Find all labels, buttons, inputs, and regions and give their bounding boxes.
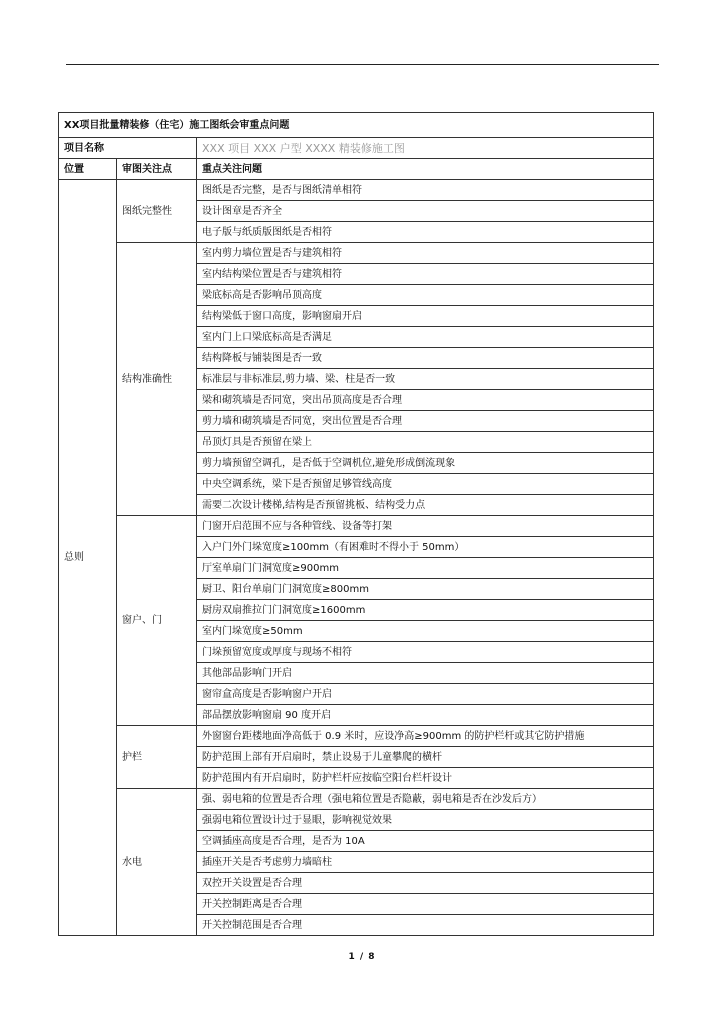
project-label: 项目名称	[59, 138, 197, 159]
issue-item: 空调插座高度是否合理，是否为 10A	[197, 831, 654, 852]
issue-item: 厨房双扇推拉门门洞宽度≥1600mm	[197, 600, 654, 621]
issue-item: 双控开关设置是否合理	[197, 873, 654, 894]
issue-item: 图纸是否完整，是否与图纸清单相符	[197, 180, 654, 201]
issue-item: 吊顶灯具是否预留在梁上	[197, 432, 654, 453]
table-row	[59, 726, 654, 747]
issue-item: 剪力墙和砌筑墙是否同宽，突出位置是否合理	[197, 411, 654, 432]
issue-item: 需要二次设计楼梯,结构是否预留挑板、结构受力点	[197, 495, 654, 516]
group-name: 护栏	[117, 726, 197, 789]
issue-item: 插座开关是否考虑剪力墙暗柱	[197, 852, 654, 873]
issue-item: 外窗窗台距楼地面净高低于 0.9 米时，应设净高≥900mm 的防护栏杆或其它防护措施	[197, 726, 654, 747]
issue-item: 室内门上口梁底标高是否满足	[197, 327, 654, 348]
issue-item: 电子版与纸质版图纸是否相符	[197, 222, 654, 243]
issue-item: 其他部品影响门开启	[197, 663, 654, 684]
issue-item: 入户门外门垛宽度≥100mm（有困难时不得小于 50mm）	[197, 537, 654, 558]
group-name: 结构准确性	[117, 243, 197, 516]
issue-item: 厅室单扇门门洞宽度≥900mm	[197, 558, 654, 579]
issue-item: 梁底标高是否影响吊顶高度	[197, 285, 654, 306]
issue-item: 防护范围内有开启扇时，防护栏杆应按临空阳台栏杆设计	[197, 768, 654, 789]
header-focus: 审图关注点	[117, 159, 197, 180]
table-row	[59, 243, 654, 264]
header-row	[59, 159, 654, 180]
project-name: XXX 项目 XXX 户型 XXXX 精装修施工图	[197, 138, 654, 159]
issue-item: 部品摆放影响窗扇 90 度开启	[197, 705, 654, 726]
issue-item: 中央空调系统，梁下是否预留足够管线高度	[197, 474, 654, 495]
group-name: 水电	[117, 789, 197, 936]
group-name: 窗户、门	[117, 516, 197, 726]
title-row	[59, 113, 654, 138]
issue-item: 室内门垛宽度≥50mm	[197, 621, 654, 642]
review-table-body	[59, 113, 654, 936]
issue-item: 室内剪力墙位置是否与建筑相符	[197, 243, 654, 264]
group-name: 图纸完整性	[117, 180, 197, 243]
table-row	[59, 516, 654, 537]
review-table	[58, 112, 654, 936]
issue-item: 窗帘盒高度是否影响窗户开启	[197, 684, 654, 705]
issue-item: 开关控制距离是否合理	[197, 894, 654, 915]
issue-item: 室内结构梁位置是否与建筑相符	[197, 264, 654, 285]
issue-item: 结构梁低于窗口高度，影响窗扇开启	[197, 306, 654, 327]
issue-item: 标准层与非标准层,剪力墙、梁、柱是否一致	[197, 369, 654, 390]
issue-item: 门垛预留宽度或厚度与现场不相符	[197, 642, 654, 663]
issue-item: 设计图章是否齐全	[197, 201, 654, 222]
table-row	[59, 180, 654, 201]
page-number: 1 / 8	[348, 952, 376, 962]
issue-item: 开关控制范围是否合理	[197, 915, 654, 936]
header-rule	[66, 64, 659, 65]
issue-item: 厨卫、阳台单扇门门洞宽度≥800mm	[197, 579, 654, 600]
issue-item: 强、弱电箱的位置是否合理（强电箱位置是否隐蔽，弱电箱是否在沙发后方）	[197, 789, 654, 810]
issue-item: 强弱电箱位置设计过于显眼，影响视觉效果	[197, 810, 654, 831]
header-location: 位置	[59, 159, 117, 180]
table-row	[59, 789, 654, 810]
header-issues: 重点关注问题	[197, 159, 654, 180]
document-title: XX项目批量精装修（住宅）施工图纸会审重点问题	[59, 113, 654, 138]
project-row	[59, 138, 654, 159]
issue-item: 梁和砌筑墙是否同宽，突出吊顶高度是否合理	[197, 390, 654, 411]
issue-item: 剪力墙预留空调孔，是否低于空调机位,避免形成倒流现象	[197, 453, 654, 474]
issue-item: 防护范围上部有开启扇时，禁止设易于儿童攀爬的横杆	[197, 747, 654, 768]
location-cell: 总则	[59, 180, 117, 936]
issue-item: 门窗开启范围不应与各种管线、设备等打架	[197, 516, 654, 537]
issue-item: 结构降板与铺装图是否一致	[197, 348, 654, 369]
